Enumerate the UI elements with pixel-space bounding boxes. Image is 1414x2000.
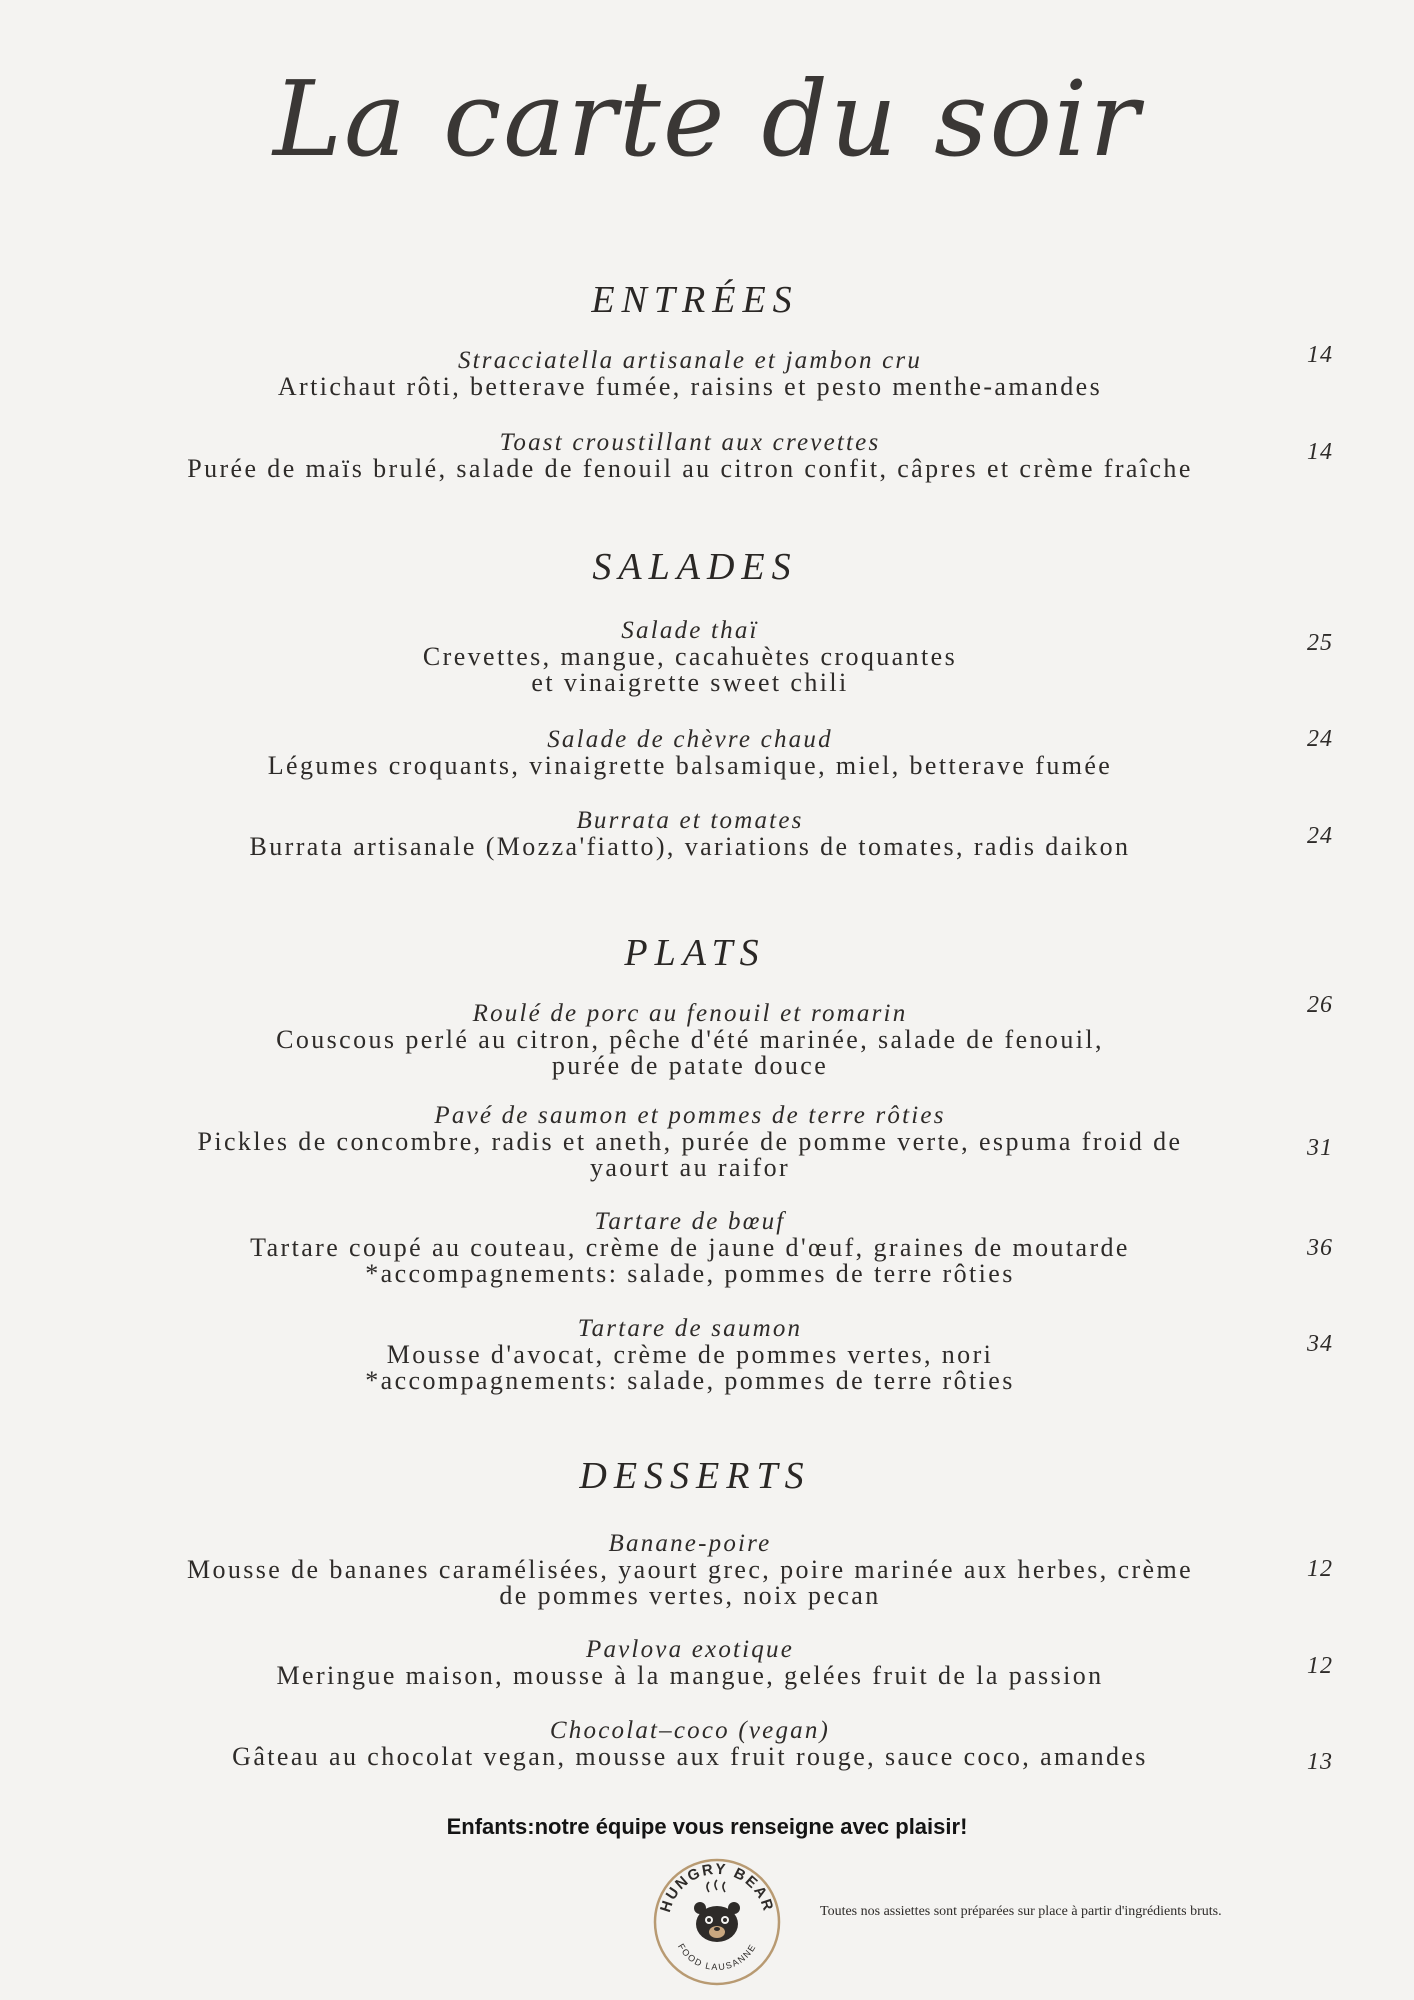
dish-price: 31 — [1307, 1135, 1333, 1161]
dish-name: Pavlova exotique — [585, 1636, 795, 1663]
dish-name: Chocolat–coco (vegan) — [549, 1717, 831, 1744]
dish-name: Burrata et tomates — [576, 807, 804, 834]
dish-description: et vinaigrette sweet chili — [531, 668, 849, 697]
menu-item — [130, 1000, 1250, 1079]
dish-name: Banane-poire — [608, 1530, 772, 1557]
dish-description: Purée de maïs brulé, salade de fenouil au citron confit, câpres et crème fraîche — [187, 454, 1193, 483]
dish-description: Artichaut rôti, betterave fumée, raisins et pesto menthe-amandes — [277, 372, 1103, 401]
kids-note: Enfants:notre équipe vous renseigne avec plaisir! — [446, 1814, 968, 1839]
dish-price: 12 — [1307, 1653, 1333, 1679]
dish-name: Salade thaï — [621, 617, 759, 644]
dish-description: Mousse d'avocat, crème de pommes vertes, nori — [386, 1340, 994, 1369]
menu-item — [130, 429, 1250, 482]
menu-item — [130, 1717, 1250, 1770]
dish-price: 24 — [1307, 726, 1333, 752]
dish-name: Roulé de porc au fenouil et romarin — [472, 1000, 908, 1027]
section-title-desserts: DESSERTS — [579, 1455, 811, 1497]
menu-item — [130, 1102, 1250, 1181]
dish-description: Burrata artisanale (Mozza'fiatto), variations de tomates, radis daikon — [249, 832, 1131, 861]
dish-description: Tartare coupé au couteau, crème de jaune d'œuf, graines de moutarde — [250, 1233, 1130, 1262]
menu-item — [130, 617, 1250, 696]
menu-item — [130, 1530, 1250, 1609]
menu-item — [130, 1315, 1250, 1394]
menu-item — [130, 1636, 1250, 1689]
logo-top-text: HUNGRY BEAR — [657, 1860, 777, 1915]
dish-name: Salade de chèvre chaud — [547, 726, 833, 753]
dish-price: 25 — [1307, 630, 1333, 656]
dish-price: 24 — [1307, 823, 1333, 849]
dish-description: Pickles de concombre, radis et aneth, purée de pomme verte, espuma froid de — [197, 1127, 1183, 1156]
dish-name: Toast croustillant aux crevettes — [499, 429, 881, 456]
dish-description: Légumes croquants, vinaigrette balsamique, miel, betterave fumée — [267, 751, 1113, 780]
dish-price: 14 — [1307, 439, 1333, 465]
menu-item — [130, 347, 1250, 400]
dish-price: 34 — [1307, 1331, 1333, 1357]
dish-price: 14 — [1307, 342, 1333, 368]
footer-note: Toutes nos assiettes sont préparées sur place à partir d'ingrédients bruts. — [820, 1904, 1222, 1919]
dish-price: 36 — [1307, 1235, 1333, 1261]
dish-description: purée de patate douce — [551, 1051, 829, 1080]
dish-name: Pavé de saumon et pommes de terre rôties — [434, 1102, 946, 1129]
menu-item — [130, 1208, 1250, 1287]
page-title: La carte du soir — [272, 58, 1142, 180]
dish-description: de pommes vertes, noix pecan — [499, 1581, 881, 1610]
dish-description: Crevettes, mangue, cacahuètes croquantes — [422, 642, 958, 671]
dish-price: 26 — [1307, 992, 1333, 1018]
dish-description: *accompagnements: salade, pommes de terre rôties — [365, 1366, 1015, 1395]
section-title-plats: PLATS — [624, 932, 766, 974]
dish-price: 12 — [1307, 1556, 1333, 1582]
menu-item — [130, 726, 1250, 779]
logo-bottom-text: FOOD LAUSANNE — [675, 1941, 759, 1973]
hungry-bear-logo — [647, 1852, 787, 1992]
dish-name: Tartare de bœuf — [594, 1208, 786, 1235]
dish-description: Mousse de bananes caramélisées, yaourt grec, poire marinée aux herbes, crème — [186, 1555, 1194, 1584]
section-title-entrees: ENTRÉES — [591, 279, 799, 321]
dish-description: yaourt au raifor — [589, 1153, 791, 1182]
dish-name: Tartare de saumon — [577, 1315, 803, 1342]
dish-price: 13 — [1307, 1749, 1333, 1775]
dish-description: Meringue maison, mousse à la mangue, gelées fruit de la passion — [276, 1661, 1104, 1690]
dish-description: Couscous perlé au citron, pêche d'été marinée, salade de fenouil, — [276, 1025, 1104, 1054]
section-title-salades: SALADES — [592, 546, 798, 588]
menu-item — [130, 807, 1250, 860]
dish-description: Gâteau au chocolat vegan, mousse aux fruit rouge, sauce coco, amandes — [232, 1742, 1148, 1771]
dish-description: *accompagnements: salade, pommes de terre rôties — [365, 1259, 1015, 1288]
dish-name: Stracciatella artisanale et jambon cru — [457, 347, 923, 374]
